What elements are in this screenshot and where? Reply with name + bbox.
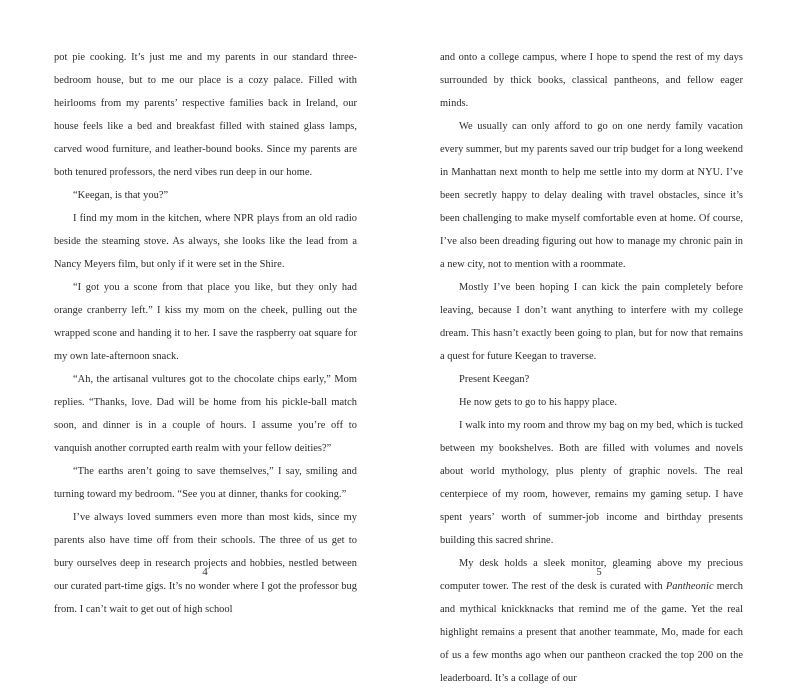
paragraph-text: My desk holds a sleek monitor, gleaming above my precious computer tower. The rest of the desk is curated with (440, 558, 743, 592)
paragraph: He now gets to go to his happy place. (459, 397, 617, 408)
page-number-left: 4 (202, 566, 208, 578)
page-number-right: 5 (596, 566, 602, 578)
paragraph-text: merch and mythical knickknacks that remind me of the game. Yet the real highlight remains a present that another teammate, Mo, made for each of us a few months ago when our pantheon cracked the top 200 on the leaderboard. It’s a collage of our (440, 581, 744, 684)
paragraph: and onto a college campus, where I hope to spend the rest of my days surrounded by thick books, classical pantheons, and fellow eager minds. (440, 52, 743, 109)
game-title: Pantheonic (665, 581, 714, 592)
paragraph: Mostly I’ve been hoping I can kick the pain completely before leaving, because I don’t want anything to interfere with my college dream. This hasn’t exactly been going to plan, but for now that remains a quest for future Keegan to traverse. (440, 282, 743, 362)
paragraph: “The earths aren’t going to save themselves,” I say, smiling and turning toward my bedroom. “See you at dinner, thanks for cooking.” (54, 466, 357, 500)
paragraph: I’ve always loved summers even more than most kids, since my parents also have time off from their schools. The three of us get to bury ourselves deep in research projects and hobbies, nestled between our curated part-time gigs. It’s no wonder where I got the professor bug from. I can’t wait to get out of high school (54, 512, 357, 615)
paragraph: Present Keegan? (459, 374, 530, 385)
paragraph: I walk into my room and throw my bag on my bed, which is tucked between my bookshelves. Both are filled with volumes and novels about world mythology, plus plenty of graphic novels. The real centerpiece of my room, however, remains my gaming setup. I have spent years’ worth of summer-job income and birthday presents building this sacred shrine. (440, 420, 743, 546)
paragraph: pot pie cooking. It’s just me and my parents in our standard three-bedroom house, but to me our place is a cozy palace. Filled with heirlooms from my parents’ respective families back in Ireland, our house feels like a bed and breakfast filled with stained glass lamps, carved wood furniture, and leather-bound books. Since my parents are both tenured professors, the nerd vibes run deep in our home. (54, 52, 357, 178)
right-page (440, 46, 743, 690)
paragraph: We usually can only afford to go on one nerdy family vacation every summer, but my parents saved our trip budget for a long weekend in Manhattan next month to help me settle into my dorm at NYU. I’ve been secretly happy to delay dealing with travel obstacles, since it’s been challenging to make myself comfortable even at home. Of course, I’ve also been dreading figuring out how to manage my chronic pain in a new city, not to mention with a roommate. (440, 121, 743, 270)
paragraph: I find my mom in the kitchen, where NPR plays from an old radio beside the steaming stove. As always, she looks like the lead from a Nancy Meyers film, but only if it were set in the Shire. (54, 213, 357, 270)
paragraph: “Keegan, is that you?” (73, 190, 169, 201)
paragraph: “I got you a scone from that place you like, but they only had orange cranberry left.” I kiss my mom on the cheek, pulling out the wrapped scone and handing it to her. I save the raspberry oat square for my own late-afternoon snack. (54, 282, 357, 362)
paragraph: “Ah, the artisanal vultures got to the chocolate chips early,” Mom replies. “Thanks, love. Dad will be home from his pickle-ball match soon, and dinner is in a couple of hours. I assume you’re off to vanquish another corrupted earth realm with your fellow deities?” (54, 374, 357, 454)
left-page (54, 46, 357, 621)
